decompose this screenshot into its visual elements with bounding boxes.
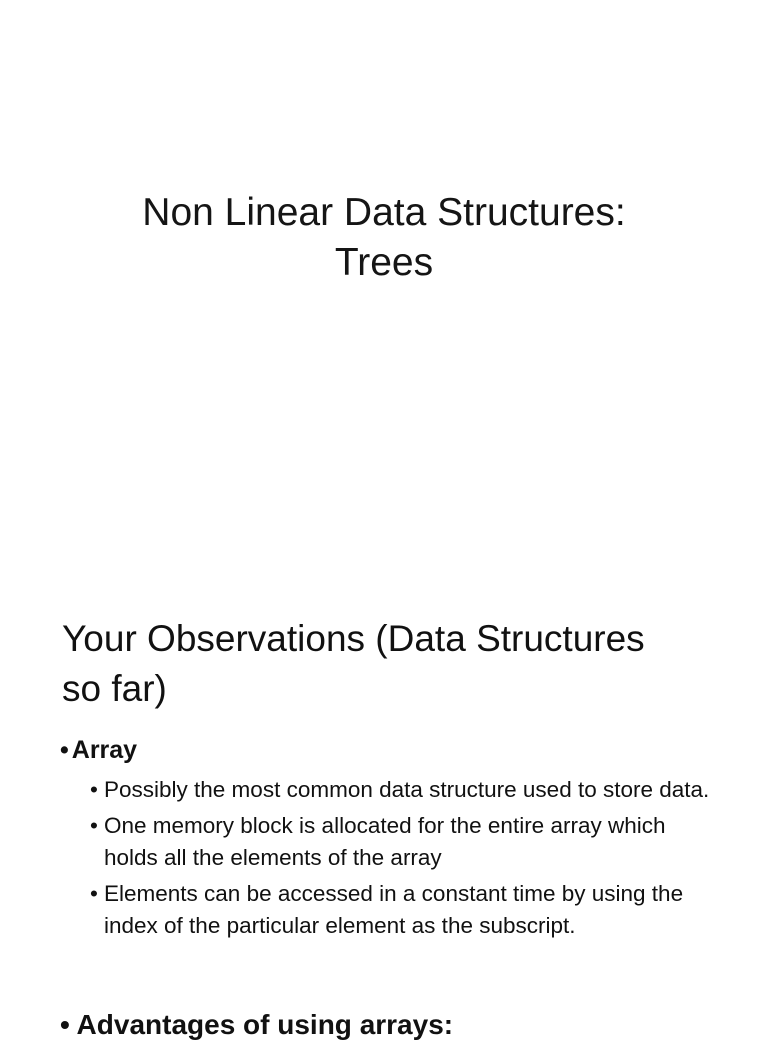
sub-bullet-text: One memory block is allocated for the entire array which holds all the elements of the array <box>104 813 666 870</box>
bullet-icon: • <box>90 881 98 906</box>
main-bullet-label: Array <box>71 736 138 764</box>
list-item <box>90 774 720 806</box>
slide-heading <box>62 614 742 714</box>
bullet-icon: • <box>90 777 98 802</box>
slide-title-line-2: Trees <box>334 241 434 284</box>
slide-heading-line-1: Your Observations (Data Structures <box>62 618 645 659</box>
content-slide <box>0 576 768 1040</box>
bullet-icon: • <box>90 813 98 838</box>
cut-off-bullet: • Advantages of using arrays: <box>60 1009 454 1040</box>
sub-bullet-text: Elements can be accessed in a constant time by using the index of the particular element as the subscript. <box>104 881 684 938</box>
main-bullet <box>60 734 137 766</box>
bullet-icon: • <box>60 736 69 764</box>
slide-heading-line-2: so far) <box>62 668 167 709</box>
list-item <box>90 810 720 874</box>
slide-title <box>0 188 768 288</box>
list-item <box>90 878 720 942</box>
sub-bullet-text: Possibly the most common data structure used to store data. <box>104 777 710 802</box>
sub-bullet-list <box>90 774 720 946</box>
slide-title-line-1: Non Linear Data Structures: <box>142 191 626 234</box>
